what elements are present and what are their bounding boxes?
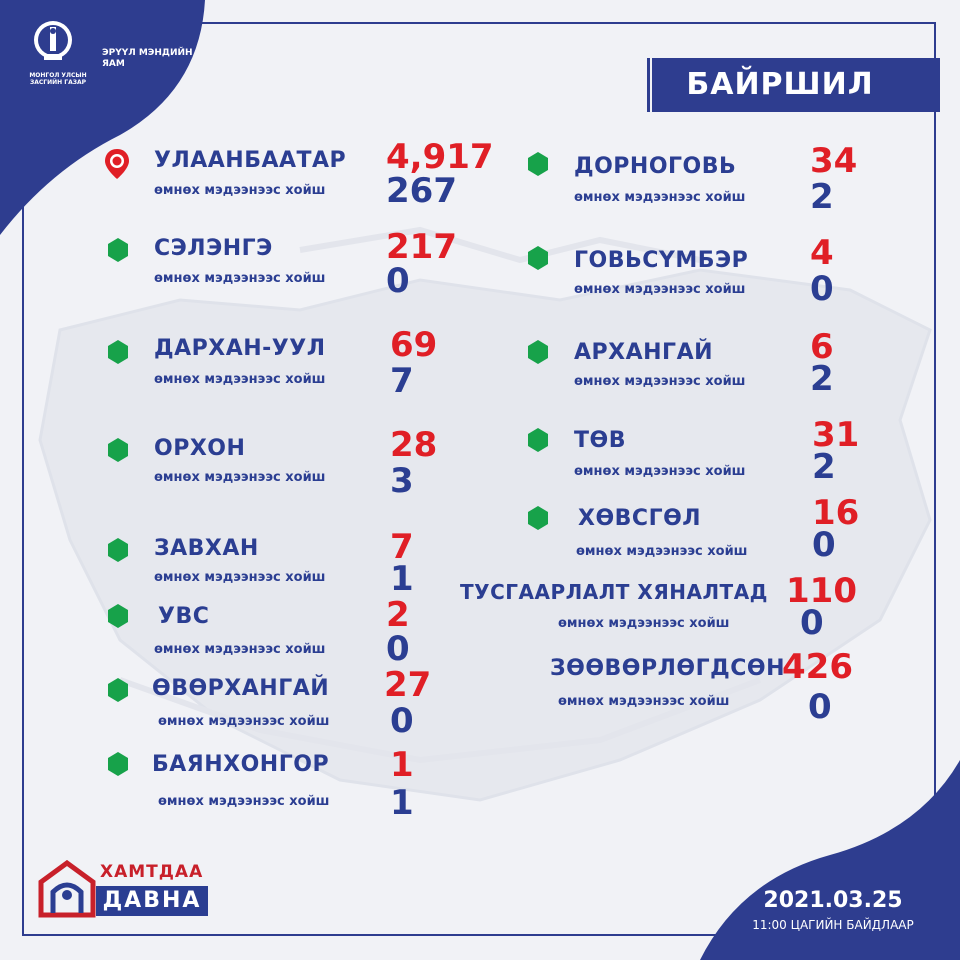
header-banner [652, 58, 940, 112]
since-previous-label: өмнөх мэдээнээс хойш [558, 616, 730, 631]
location-name: ОРХОН [154, 436, 246, 461]
total-count: 4 [810, 233, 834, 273]
since-previous-label: өмнөх мэдээнээс хойш [574, 190, 746, 205]
report-date: 2021.03.25 [763, 888, 903, 913]
new-count: 2 [810, 359, 834, 399]
new-count: 1 [390, 783, 414, 823]
location-name: БАЯНХОНГОР [152, 752, 330, 777]
since-previous-label: өмнөх мэдээнээс хойш [574, 282, 746, 297]
total-count: 2 [386, 595, 410, 635]
location-name: ДОРНОГОВЬ [574, 154, 737, 179]
location-name: АРХАНГАЙ [574, 340, 714, 365]
since-previous-label: өмнөх мэдээнээс хойш [158, 794, 330, 809]
new-count: 3 [390, 461, 414, 501]
home-shield-icon [38, 860, 96, 918]
location-name: ӨВӨРХАНГАЙ [152, 676, 330, 701]
total-count: 31 [812, 415, 860, 455]
since-previous-label: өмнөх мэдээнээс хойш [154, 642, 326, 657]
campaign-logo [38, 858, 213, 920]
total-count: 426 [782, 647, 853, 687]
new-count: 0 [386, 261, 410, 301]
total-count: 28 [390, 425, 438, 465]
ministry-logo [18, 18, 198, 88]
government-name: МОНГОЛ УЛСЫН ЗАСГИЙН ГАЗАР [29, 72, 87, 86]
new-count: 0 [390, 701, 414, 741]
total-count: 16 [812, 493, 860, 533]
total-count: 34 [810, 141, 858, 181]
since-previous-label: өмнөх мэдээнээс хойш [576, 544, 748, 559]
total-count: 7 [390, 527, 414, 567]
location-name: ХӨВСГӨЛ [578, 506, 702, 531]
new-count: 0 [812, 525, 836, 565]
new-count: 1 [390, 559, 414, 599]
location-name: ЗАВХАН [154, 536, 259, 561]
location-name: УЛААНБААТАР [154, 148, 347, 173]
new-count: 0 [810, 269, 834, 309]
campaign-slogan-bottom: ДАВНА [96, 886, 208, 916]
since-previous-label: өмнөх мэдээнээс хойш [154, 271, 326, 286]
campaign-slogan-top: ХАМТДАА [100, 862, 204, 882]
total-count: 27 [384, 665, 432, 705]
new-count: 2 [810, 177, 834, 217]
since-previous-label: өмнөх мэдээнээс хойш [574, 374, 746, 389]
location-name: ЗӨӨВӨРЛӨГДСӨН [550, 656, 785, 681]
new-count: 0 [808, 687, 832, 727]
new-count: 7 [390, 361, 414, 401]
since-previous-label: өмнөх мэдээнээс хойш [158, 714, 330, 729]
location-pin-icon [104, 148, 130, 180]
since-previous-label: өмнөх мэдээнээс хойш [558, 694, 730, 709]
new-count: 0 [800, 603, 824, 643]
location-name: ГОВЬСҮМБЭР [574, 248, 749, 273]
since-previous-label: өмнөх мэдээнээс хойш [154, 372, 326, 387]
location-name: ДАРХАН-УУЛ [154, 336, 326, 361]
location-name: ТУСГААРЛАЛТ ХЯНАЛТАД [460, 580, 768, 604]
total-count: 6 [810, 327, 834, 367]
total-count: 110 [786, 571, 857, 611]
total-count: 4,917 [386, 137, 494, 177]
page-title: БАЙРШИЛ [686, 67, 874, 102]
total-count: 1 [390, 745, 414, 785]
since-previous-label: өмнөх мэдээнээс хойш [154, 183, 326, 198]
total-count: 217 [386, 227, 457, 267]
since-previous-label: өмнөх мэдээнээс хойш [154, 470, 326, 485]
new-count: 2 [812, 447, 836, 487]
report-time: 11:00 ЦАГИЙН БАЙДЛААР [752, 918, 914, 932]
since-previous-label: өмнөх мэдээнээс хойш [574, 464, 746, 479]
new-count: 267 [386, 171, 457, 211]
location-name: УВС [158, 604, 210, 629]
ministry-name: ЭРҮҮЛ МЭНДИЙН ЯАМ [102, 48, 193, 69]
since-previous-label: өмнөх мэдээнээс хойш [154, 570, 326, 585]
location-name: СЭЛЭНГЭ [154, 236, 273, 261]
new-count: 0 [386, 629, 410, 669]
state-emblem-icon [30, 18, 76, 70]
location-name: ТӨВ [574, 428, 626, 453]
total-count: 69 [390, 325, 438, 365]
